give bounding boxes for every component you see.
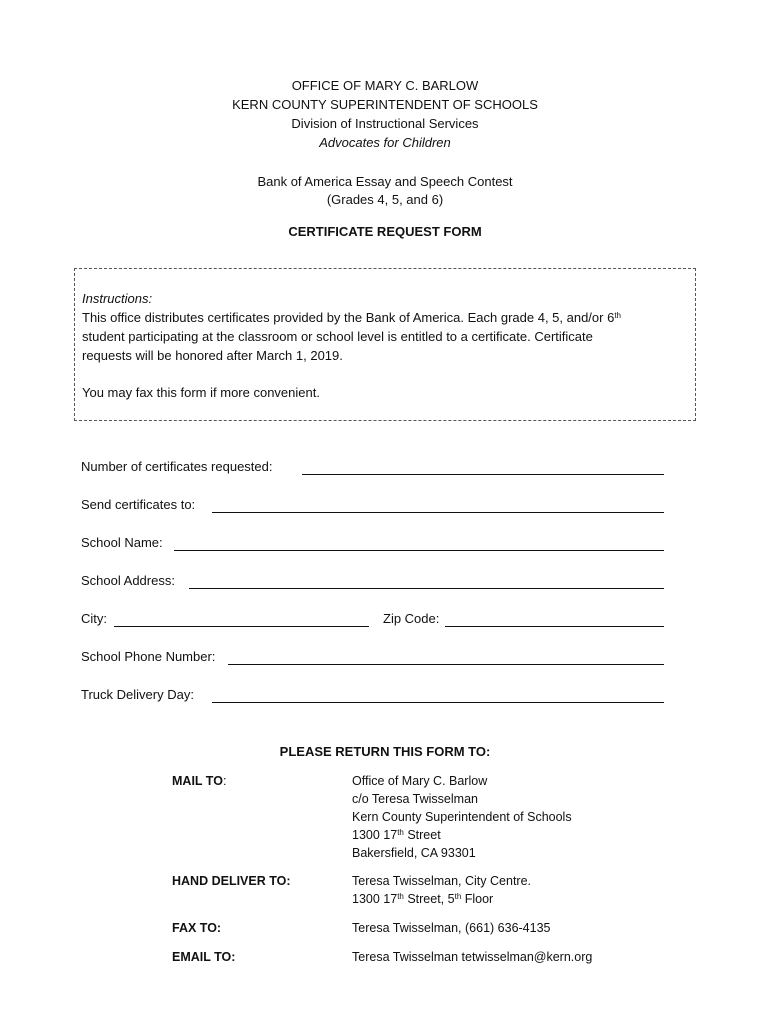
instructions-heading: Instructions: [82,291,153,306]
hand-line-2-mid: Street, 5 [403,892,455,906]
hand-line-2 [352,890,531,908]
fax-to-value: Teresa Twisselman, (661) 636-4135 [352,921,551,935]
hand-deliver-address [352,872,531,908]
mail-line-2: c/o Teresa Twisselman [352,792,478,806]
instructions-line-1 [82,308,682,327]
truck-day-label: Truck Delivery Day: [81,687,194,702]
hand-line-2-post: Floor [461,892,494,906]
num-certificates-input-line[interactable] [302,474,664,475]
fax-note: You may fax this form if more convenient. [82,385,320,400]
mail-line-4-sup: th [397,828,404,837]
mail-line-4-pre: 1300 17 [352,828,398,842]
hand-line-2-pre: 1300 17 [352,892,398,906]
field-city-zip [81,610,665,630]
fax-to-label: FAX TO: [172,921,222,935]
contest-title: Bank of America Essay and Speech Contest [257,174,513,189]
mail-line-5: Bakersfield, CA 93301 [352,846,476,860]
contest-grades: (Grades 4, 5, and 6) [326,192,444,207]
mail-to-colon: : [222,774,227,788]
mail-to-label [172,772,226,790]
field-school-phone [81,648,665,668]
return-heading: PLEASE RETURN THIS FORM TO: [279,744,491,759]
truck-day-input-line[interactable] [212,702,664,703]
school-name-label: School Name: [81,535,163,550]
superintendent-name: KERN COUNTY SUPERINTENDENT OF SCHOOLS [232,97,538,112]
field-send-to [81,496,665,516]
city-label: City: [81,611,107,626]
field-school-address [81,572,665,592]
hand-line-2-sup2: th [454,892,462,901]
instructions-text [82,289,682,402]
send-to-label: Send certificates to: [81,497,196,512]
school-address-label: School Address: [81,573,175,588]
school-phone-input-line[interactable] [228,664,664,665]
email-to-value[interactable]: Teresa Twisselman tetwisselman@kern.org [352,950,593,964]
mail-to-address [352,772,572,862]
office-name: OFFICE OF MARY C. BARLOW [291,78,479,93]
mail-line-4-post: Street [403,828,441,842]
mail-to-label-text: MAIL TO [172,774,223,788]
send-to-input-line[interactable] [212,512,664,513]
school-phone-label: School Phone Number: [81,649,216,664]
hand-deliver-label: HAND DELIVER TO: [172,874,291,888]
hand-line-2-sup: th [397,892,404,901]
zip-input-line[interactable] [445,626,664,627]
instructions-line-1-text: This office distributes certificates provided by the Bank of America. Each grade 4, 5, and/or 6 [82,310,615,325]
instructions-line-2: student participating at the classroom or school level is entitled to a certificate. Certificate [82,329,593,344]
instructions-line-1-sup: th [614,311,621,320]
hand-line-1: Teresa Twisselman, City Centre. [352,874,531,888]
mail-line-3: Kern County Superintendent of Schools [352,810,572,824]
instructions-box [74,268,696,421]
school-name-input-line[interactable] [174,550,664,551]
form-title: CERTIFICATE REQUEST FORM [288,224,482,239]
num-certificates-label: Number of certificates requested: [81,459,273,474]
city-input-line[interactable] [114,626,369,627]
field-truck-day [81,686,665,706]
school-address-input-line[interactable] [189,588,664,589]
mail-line-1: Office of Mary C. Barlow [352,774,488,788]
zip-label: Zip Code: [383,611,440,626]
spacer [82,365,682,383]
mail-line-4 [352,826,572,844]
email-to-label: EMAIL TO: [172,950,236,964]
instructions-line-3: requests will be honored after March 1, 2019. [82,348,343,363]
field-num-certificates [81,458,665,478]
tagline: Advocates for Children [319,135,451,150]
field-school-name [81,534,665,554]
division-name: Division of Instructional Services [291,116,479,131]
